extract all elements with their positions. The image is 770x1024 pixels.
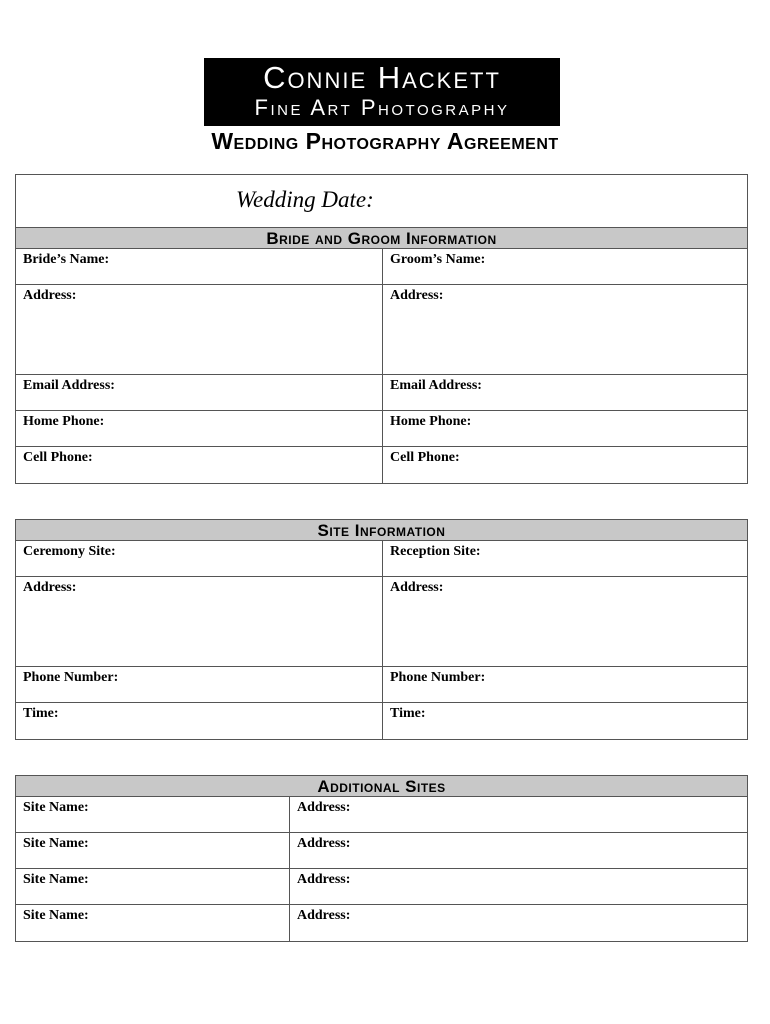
site-name-field[interactable]: Site Name: xyxy=(23,908,89,923)
ceremony-site-field[interactable]: Ceremony Site: xyxy=(23,544,116,559)
reception-time-field[interactable]: Time: xyxy=(382,703,747,739)
additional-site-row xyxy=(16,869,747,905)
site-name-field[interactable]: Site Name: xyxy=(23,836,89,851)
site-address-field[interactable]: Address: xyxy=(289,833,747,868)
bride-email-field[interactable]: Email Address: xyxy=(23,378,115,393)
form-row-site-address xyxy=(16,577,747,667)
bride-groom-header: Bride and Groom Information xyxy=(16,228,747,249)
form-row-names xyxy=(16,249,747,285)
wedding-date-label: Wedding Date: xyxy=(236,187,374,212)
bride-groom-section xyxy=(15,174,748,484)
document-title: Wedding Photography Agreement xyxy=(211,128,559,154)
bride-address-field[interactable]: Address: xyxy=(23,288,77,303)
site-address-field[interactable]: Address: xyxy=(289,797,747,832)
additional-sites-header: Additional Sites xyxy=(16,776,747,797)
site-info-header: Site Information xyxy=(16,520,747,541)
form-row-email xyxy=(16,375,747,411)
form-row-home-phone xyxy=(16,411,747,447)
form-row-sites xyxy=(16,541,747,577)
form-row-cell-phone xyxy=(16,447,747,483)
groom-home-phone-field[interactable]: Home Phone: xyxy=(382,411,747,446)
form-row-site-time xyxy=(16,703,747,739)
groom-cell-phone-field[interactable]: Cell Phone: xyxy=(382,447,747,483)
form-row-site-phone xyxy=(16,667,747,703)
bride-cell-phone-field[interactable]: Cell Phone: xyxy=(23,450,93,465)
logo-name: Connie Hackett xyxy=(263,60,501,95)
site-name-field[interactable]: Site Name: xyxy=(23,800,89,815)
reception-phone-field[interactable]: Phone Number: xyxy=(382,667,747,702)
form-row-address xyxy=(16,285,747,375)
additional-site-row xyxy=(16,833,747,869)
site-name-field[interactable]: Site Name: xyxy=(23,872,89,887)
groom-name-field[interactable]: Groom’s Name: xyxy=(382,249,747,284)
reception-site-field[interactable]: Reception Site: xyxy=(382,541,747,576)
additional-site-row xyxy=(16,905,747,941)
groom-email-field[interactable]: Email Address: xyxy=(382,375,747,410)
site-address-field[interactable]: Address: xyxy=(289,905,747,941)
wedding-date-field[interactable] xyxy=(16,175,747,228)
company-logo xyxy=(204,58,560,126)
bride-name-field[interactable]: Bride’s Name: xyxy=(23,252,110,267)
ceremony-address-field[interactable]: Address: xyxy=(23,580,77,595)
site-address-field[interactable]: Address: xyxy=(289,869,747,904)
reception-address-field[interactable]: Address: xyxy=(382,577,747,666)
site-info-section xyxy=(15,519,748,740)
additional-site-row xyxy=(16,797,747,833)
additional-sites-section xyxy=(15,775,748,942)
groom-address-field[interactable]: Address: xyxy=(382,285,747,374)
ceremony-time-field[interactable]: Time: xyxy=(23,706,59,721)
bride-home-phone-field[interactable]: Home Phone: xyxy=(23,414,105,429)
ceremony-phone-field[interactable]: Phone Number: xyxy=(23,670,119,685)
logo-tagline: Fine Art Photography xyxy=(254,95,510,120)
